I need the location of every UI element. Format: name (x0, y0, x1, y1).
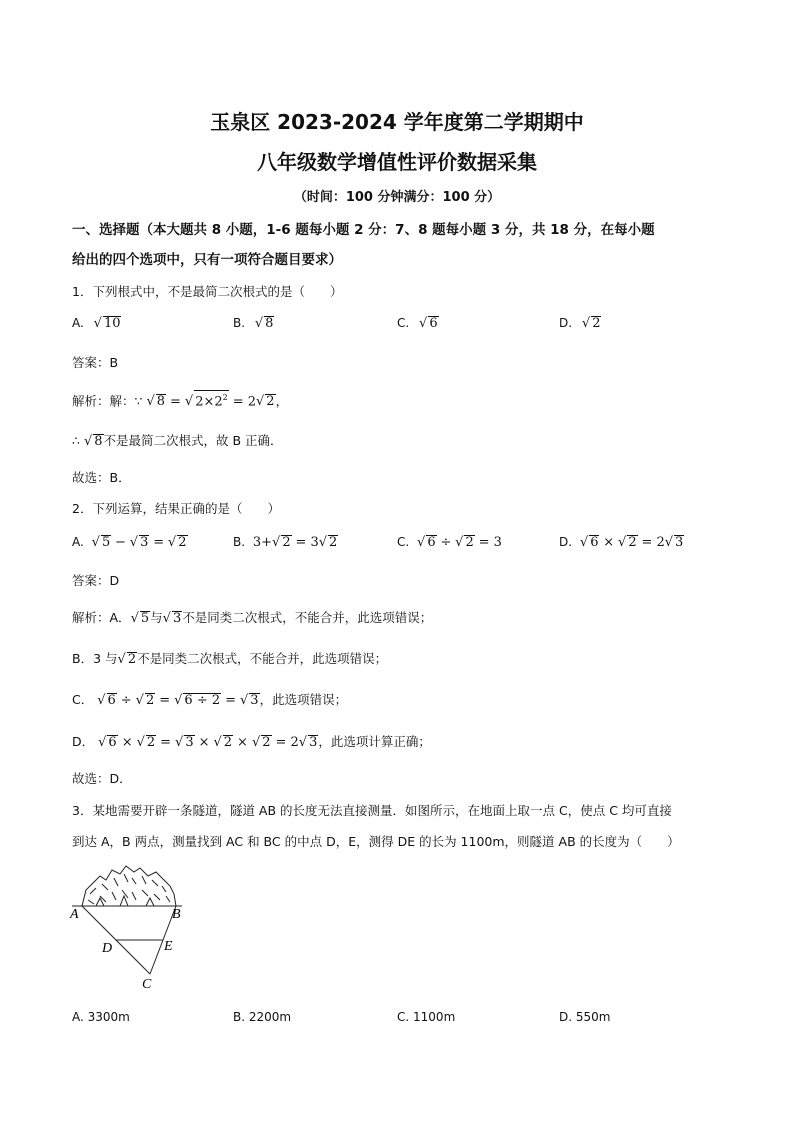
time-info: （时间：100 分钟满分：100 分） (293, 190, 501, 205)
label-c: C (142, 977, 152, 992)
label-b: B (172, 907, 181, 922)
q2-option-d: D. √ 6 × √ 2 = 2√ 3 (559, 535, 684, 550)
q2-analysis-c: C． √ 6 ÷ √ 2 = √ 6 ÷ 2 = √ 3，此选项错误； (72, 692, 348, 708)
option-label: D. (559, 316, 573, 330)
q3-option-d: D. 550m (559, 1010, 611, 1024)
q1-analysis-line2: ∴ √ 8不是最简二次根式，故 B 正确． (72, 433, 283, 449)
radicand: 2 (592, 316, 601, 331)
q3-option-c: C. 1100m (397, 1010, 456, 1024)
label-d: D (102, 941, 113, 956)
option-label: C. (397, 316, 410, 330)
q1-option-c: C. √ 6 (397, 316, 438, 331)
option-label: A. (72, 316, 84, 330)
radicand: 8 (265, 316, 274, 331)
q2-option-a: A. √ 5 − √ 3 = √ 2 (72, 535, 187, 550)
section-heading-line1: 一、选择题（本大题共 8 小题，1-6 题每小题 2 分：7、8 题每小题 3 分，共 18 分，在每小题 (72, 222, 655, 238)
page-title: 玉泉区 2023-2024 学年度第二学期期中 (210, 110, 584, 134)
q2-stem: 2．下列运算，结果正确的是（ ） (72, 501, 280, 516)
q1-option-a: A. √ 10 (72, 316, 121, 331)
label-e: E (164, 939, 173, 954)
q1-choose: 故选：B． (72, 470, 131, 485)
tunnel-figure (66, 860, 190, 992)
radicand: 10 (103, 316, 121, 331)
q2-analysis-b: B．3 与√ 2不是同类二次根式，不能合并，此选项错误； (72, 651, 388, 667)
q2-answer: 答案：D (72, 573, 120, 588)
q1-analysis-line1: 解析：解：∵ √ 8 = √ $2\times 2^2 = 2√$ 2， (72, 390, 288, 409)
q1-option-d: D. √ 2 (559, 316, 601, 331)
q3-option-b: B. 2200m (233, 1010, 292, 1024)
q2-analysis-d: D． √ 6 × √ 2 = √ 3 × √ 2 × √ 2 = 2√ 3，此选项计算正确； (72, 734, 431, 750)
q1-stem: 1．下列根式中，不是最简二次根式的是（ ） (72, 284, 343, 299)
radicand: 6 (429, 316, 438, 331)
q2-choose: 故选：D． (72, 771, 132, 786)
label-a: A (70, 907, 79, 922)
q3-stem-line1: 3．某地需要开辟一条隧道，隧道 AB 的长度无法直接测量．如图所示，在地面上取一点 C，使点 C 均可直接 (72, 803, 672, 818)
section-heading-line2: 给出的四个选项中，只有一项符合题目要求） (72, 252, 342, 268)
q2-option-c: C. √ 6 ÷ √ 2 = 3 (397, 535, 502, 550)
option-label: B. (233, 316, 246, 330)
q3-option-a: A. 3300m (72, 1010, 130, 1024)
q2-option-b: B. 3+√ 2 = 3√ 2 (233, 535, 338, 550)
q3-stem-line2: 到达 A，B 两点，测量找到 AC 和 BC 的中点 D，E，测得 DE 的长为 1100m，则隧道 AB 的长度为（ ） (72, 834, 680, 849)
q2-analysis-a: 解析：A．√ 5与√ 3不是同类二次根式，不能合并，此选项错误； (72, 610, 433, 626)
mountain-icon (82, 866, 176, 906)
q1-answer: 答案：B (72, 355, 119, 370)
page-subtitle: 八年级数学增值性评价数据采集 (257, 150, 537, 174)
q1-option-b: B. √ 8 (233, 316, 274, 331)
